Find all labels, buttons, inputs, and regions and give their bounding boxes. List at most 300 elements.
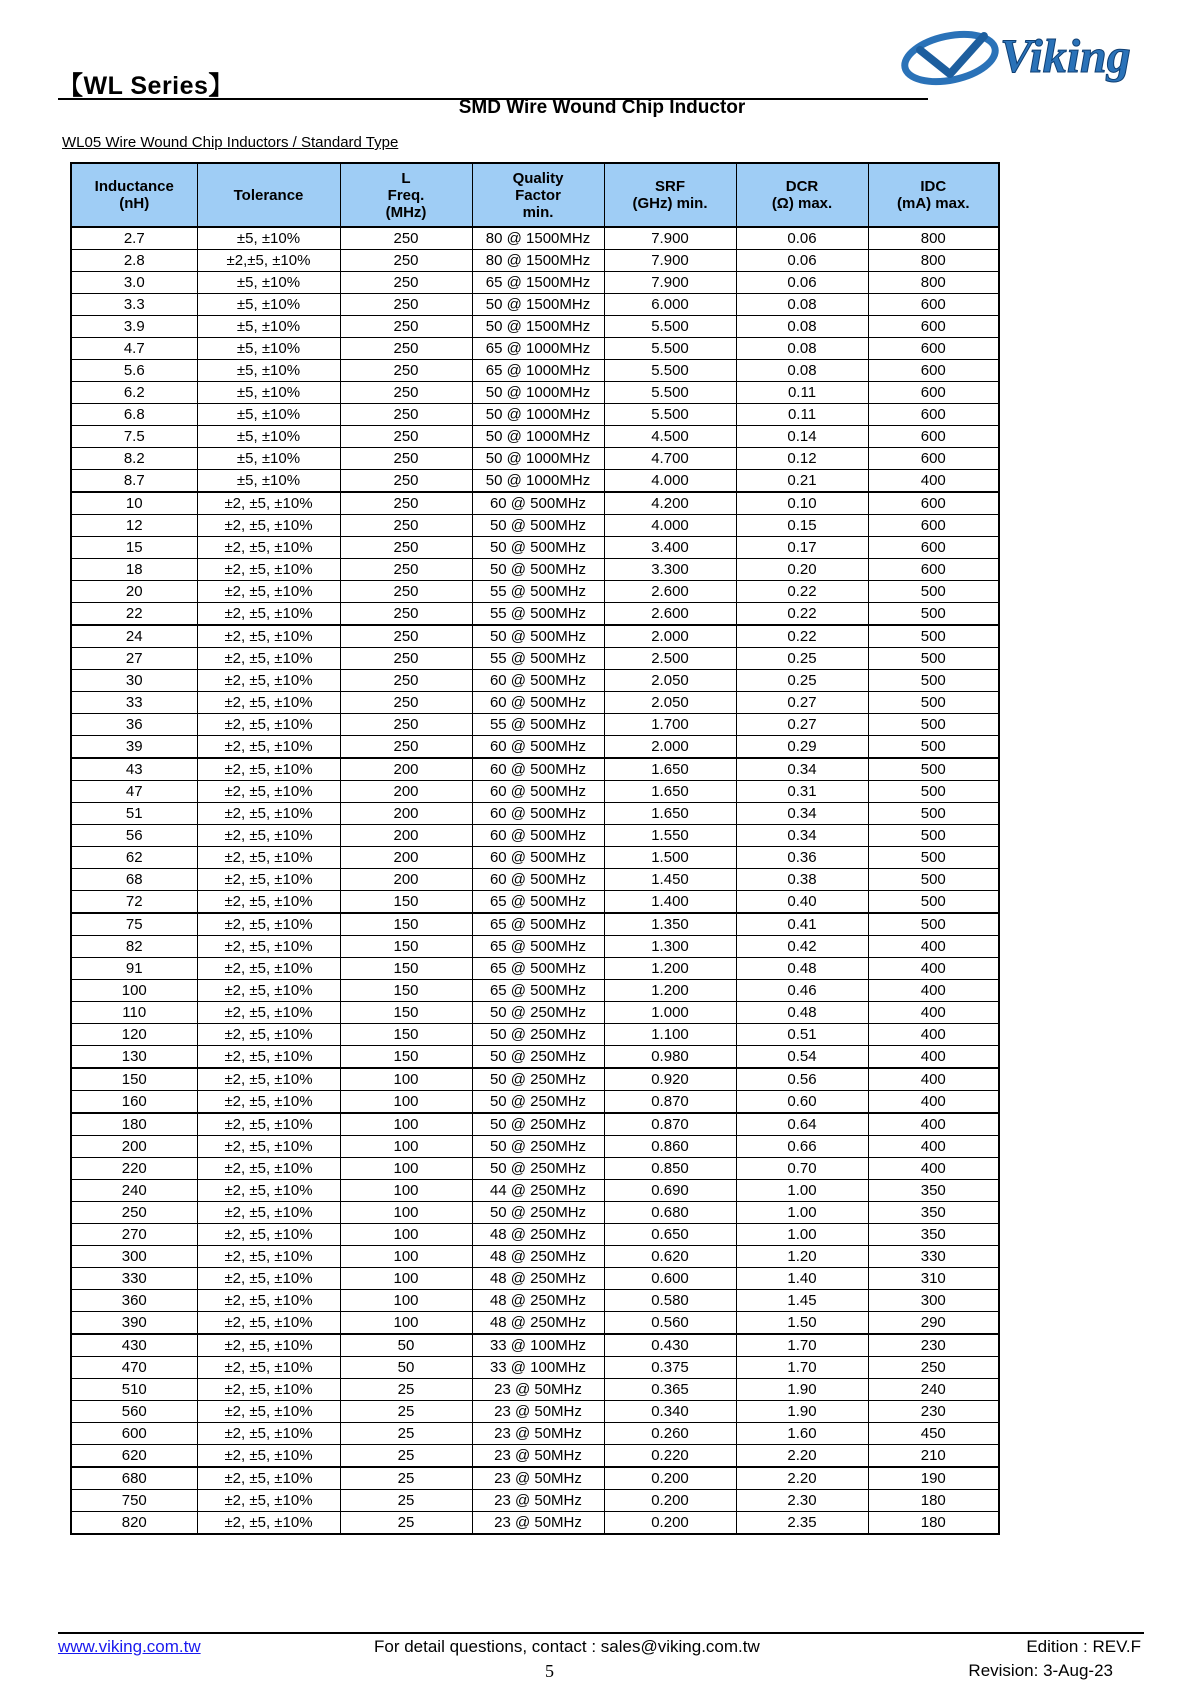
table-row [71, 1091, 999, 1114]
table-row [71, 360, 999, 382]
table-cell: 250 [340, 404, 472, 426]
table-cell: 350 [868, 1224, 999, 1246]
table-cell: 1.70 [736, 1357, 868, 1379]
table-row [71, 448, 999, 470]
table-cell: 50 @ 500MHz [472, 559, 604, 581]
table-cell: ±2, ±5, ±10% [197, 515, 340, 537]
table-cell: 0.22 [736, 603, 868, 626]
table-cell: ±5, ±10% [197, 294, 340, 316]
column-header-text: Inductance [94, 178, 174, 195]
table-cell: ±2, ±5, ±10% [197, 781, 340, 803]
table-cell: ±2, ±5, ±10% [197, 736, 340, 759]
table-row [71, 492, 999, 515]
table-cell: 50 @ 250MHz [472, 1046, 604, 1069]
table-cell: 0.600 [604, 1268, 736, 1290]
table-row [71, 1357, 999, 1379]
table-row [71, 869, 999, 891]
table-cell: 5.500 [604, 404, 736, 426]
table-row [71, 1445, 999, 1468]
table-cell: 350 [868, 1180, 999, 1202]
table-cell: ±2, ±5, ±10% [197, 714, 340, 736]
table-cell: 0.29 [736, 736, 868, 759]
table-cell: 400 [868, 1024, 999, 1046]
table-cell: 0.14 [736, 426, 868, 448]
table-row [71, 1290, 999, 1312]
table-cell: 50 @ 1000MHz [472, 448, 604, 470]
table-cell: ±2, ±5, ±10% [197, 1423, 340, 1445]
table-cell: ±2, ±5, ±10% [197, 492, 340, 515]
table-row [71, 625, 999, 648]
table-row [71, 670, 999, 692]
table-cell: ±2, ±5, ±10% [197, 913, 340, 936]
table-cell: 2.050 [604, 692, 736, 714]
table-cell: 0.340 [604, 1401, 736, 1423]
table-cell: 0.22 [736, 625, 868, 648]
table-cell: 100 [340, 1224, 472, 1246]
table-cell: 0.60 [736, 1091, 868, 1114]
table-cell: 1.60 [736, 1423, 868, 1445]
table-row [71, 980, 999, 1002]
table-cell: 3.0 [71, 272, 197, 294]
table-cell: 200 [340, 803, 472, 825]
table-cell: 0.220 [604, 1445, 736, 1468]
table-cell: 1.000 [604, 1002, 736, 1024]
column-header [604, 163, 736, 227]
table-cell: 50 [340, 1334, 472, 1357]
table-cell: 4.000 [604, 470, 736, 493]
table-cell: 2.20 [736, 1467, 868, 1490]
table-cell: 48 @ 250MHz [472, 1290, 604, 1312]
table-cell: 0.17 [736, 537, 868, 559]
table-cell: 150 [340, 891, 472, 914]
table-cell: ±2, ±5, ±10% [197, 980, 340, 1002]
table-cell: 150 [71, 1068, 197, 1091]
table-cell: 470 [71, 1357, 197, 1379]
table-cell: 0.27 [736, 692, 868, 714]
table-cell: 50 @ 250MHz [472, 1068, 604, 1091]
table-cell: 680 [71, 1467, 197, 1490]
table-cell: 47 [71, 781, 197, 803]
table-cell: 200 [340, 781, 472, 803]
table-row [71, 1002, 999, 1024]
table-cell: 55 @ 500MHz [472, 581, 604, 603]
table-cell: 25 [340, 1512, 472, 1535]
table-cell: 250 [340, 382, 472, 404]
table-cell: 250 [340, 448, 472, 470]
edition-text: Edition : REV.F [1026, 1637, 1141, 1656]
table-cell: 65 @ 500MHz [472, 891, 604, 914]
table-cell: 400 [868, 1046, 999, 1069]
table-cell: 2.8 [71, 250, 197, 272]
table-cell: 80 @ 1500MHz [472, 250, 604, 272]
table-row [71, 559, 999, 581]
table-cell: 50 @ 1000MHz [472, 426, 604, 448]
table-cell: ±2, ±5, ±10% [197, 1068, 340, 1091]
table-cell: 0.850 [604, 1158, 736, 1180]
table-cell: 250 [340, 360, 472, 382]
table-cell: ±2, ±5, ±10% [197, 803, 340, 825]
table-row [71, 316, 999, 338]
table-cell: 240 [868, 1379, 999, 1401]
table-row [71, 1401, 999, 1423]
table-cell: 50 @ 1500MHz [472, 294, 604, 316]
table-cell: 400 [868, 1068, 999, 1091]
table-cell: 25 [340, 1401, 472, 1423]
table-cell: 500 [868, 803, 999, 825]
table-cell: 250 [71, 1202, 197, 1224]
table-cell: 60 @ 500MHz [472, 847, 604, 869]
table-row [71, 1423, 999, 1445]
table-cell: ±2, ±5, ±10% [197, 1046, 340, 1069]
table-row [71, 250, 999, 272]
table-cell: ±2, ±5, ±10% [197, 1401, 340, 1423]
table-row [71, 847, 999, 869]
table-row [71, 758, 999, 781]
table-cell: 60 @ 500MHz [472, 492, 604, 515]
table-cell: 75 [71, 913, 197, 936]
table-cell: 0.12 [736, 448, 868, 470]
table-cell: 250 [340, 272, 472, 294]
table-cell: 2.000 [604, 736, 736, 759]
table-cell: 33 @ 100MHz [472, 1357, 604, 1379]
table-cell: 50 @ 500MHz [472, 537, 604, 559]
table-cell: ±2, ±5, ±10% [197, 1357, 340, 1379]
table-cell: 3.300 [604, 559, 736, 581]
table-cell: 300 [71, 1246, 197, 1268]
table-cell: 20 [71, 581, 197, 603]
table-cell: 0.41 [736, 913, 868, 936]
table-cell: 4.700 [604, 448, 736, 470]
table-cell: 0.34 [736, 758, 868, 781]
table-cell: 62 [71, 847, 197, 869]
table-cell: ±2, ±5, ±10% [197, 670, 340, 692]
table-cell: 3.3 [71, 294, 197, 316]
table-cell: ±2, ±5, ±10% [197, 1445, 340, 1468]
table-cell: 1.90 [736, 1379, 868, 1401]
table-cell: 0.34 [736, 825, 868, 847]
table-cell: 50 @ 250MHz [472, 1024, 604, 1046]
table-cell: 15 [71, 537, 197, 559]
table-cell: 1.90 [736, 1401, 868, 1423]
table-cell: 600 [868, 537, 999, 559]
table-row [71, 1334, 999, 1357]
table-cell: 0.920 [604, 1068, 736, 1091]
table-header-row [71, 163, 999, 227]
table-cell: 1.20 [736, 1246, 868, 1268]
table-cell: 200 [340, 847, 472, 869]
table-cell: 100 [340, 1180, 472, 1202]
table-cell: ±2, ±5, ±10% [197, 1202, 340, 1224]
table-cell: 400 [868, 1136, 999, 1158]
table-cell: 65 @ 1000MHz [472, 338, 604, 360]
table-cell: 150 [340, 936, 472, 958]
table-cell: 23 @ 50MHz [472, 1401, 604, 1423]
table-cell: 60 @ 500MHz [472, 758, 604, 781]
table-cell: 55 @ 500MHz [472, 648, 604, 670]
table-cell: 0.980 [604, 1046, 736, 1069]
table-cell: 2.35 [736, 1512, 868, 1535]
table-cell: 6.8 [71, 404, 197, 426]
table-cell: 4.000 [604, 515, 736, 537]
table-cell: ±2, ±5, ±10% [197, 1379, 340, 1401]
table-cell: 250 [340, 250, 472, 272]
revision-text: Revision: 3-Aug-23 [968, 1661, 1113, 1680]
table-cell: 0.54 [736, 1046, 868, 1069]
table-cell: 23 @ 50MHz [472, 1445, 604, 1468]
table-cell: 23 @ 50MHz [472, 1467, 604, 1490]
table-cell: 250 [340, 559, 472, 581]
table-cell: ±2, ±5, ±10% [197, 825, 340, 847]
table-cell: ±2, ±5, ±10% [197, 625, 340, 648]
table-cell: 0.200 [604, 1490, 736, 1512]
table-cell: ±2, ±5, ±10% [197, 891, 340, 914]
table-row [71, 1113, 999, 1136]
table-cell: 7.900 [604, 227, 736, 250]
table-cell: 2.050 [604, 670, 736, 692]
table-cell: 100 [340, 1268, 472, 1290]
contact-text: For detail questions, contact : sales@viking.com.tw [374, 1637, 760, 1656]
table-cell: 400 [868, 958, 999, 980]
table-cell: 0.64 [736, 1113, 868, 1136]
table-cell: ±2, ±5, ±10% [197, 847, 340, 869]
table-cell: 0.680 [604, 1202, 736, 1224]
table-cell: 400 [868, 980, 999, 1002]
table-row [71, 1246, 999, 1268]
table-cell: ±2, ±5, ±10% [197, 1024, 340, 1046]
column-header-text: DCR [785, 178, 819, 195]
table-cell: 0.25 [736, 648, 868, 670]
table-cell: 100 [340, 1158, 472, 1180]
table-cell: 25 [340, 1423, 472, 1445]
table-cell: 48 @ 250MHz [472, 1246, 604, 1268]
website-link[interactable]: www.viking.com.tw [58, 1637, 201, 1656]
table-cell: 0.200 [604, 1512, 736, 1535]
table-cell: 0.38 [736, 869, 868, 891]
table-cell: 150 [340, 1046, 472, 1069]
column-header-text: Freq. [387, 186, 425, 204]
table-cell: 250 [340, 338, 472, 360]
table-cell: 600 [868, 338, 999, 360]
table-cell: 25 [340, 1490, 472, 1512]
table-cell: 36 [71, 714, 197, 736]
table-cell: 2.600 [604, 603, 736, 626]
table-cell: ±2, ±5, ±10% [197, 1334, 340, 1357]
table-cell: 500 [868, 891, 999, 914]
table-cell: 500 [868, 581, 999, 603]
table-cell: 250 [868, 1357, 999, 1379]
table-cell: 3.400 [604, 537, 736, 559]
table-cell: 1.700 [604, 714, 736, 736]
table-row [71, 891, 999, 914]
table-cell: 100 [340, 1068, 472, 1091]
table-cell: ±5, ±10% [197, 360, 340, 382]
table-cell: 0.06 [736, 272, 868, 294]
table-cell: 180 [868, 1490, 999, 1512]
table-cell: 250 [340, 515, 472, 537]
table-cell: 0.21 [736, 470, 868, 493]
table-cell: 91 [71, 958, 197, 980]
column-header [472, 163, 604, 227]
table-cell: 500 [868, 736, 999, 759]
table-cell: ±2, ±5, ±10% [197, 1467, 340, 1490]
table-cell: 150 [340, 1024, 472, 1046]
table-cell: 1.650 [604, 781, 736, 803]
table-cell: 600 [868, 316, 999, 338]
table-cell: ±2, ±5, ±10% [197, 1002, 340, 1024]
table-cell: ±2, ±5, ±10% [197, 1268, 340, 1290]
table-cell: 0.375 [604, 1357, 736, 1379]
table-cell: 0.48 [736, 958, 868, 980]
table-cell: 180 [71, 1113, 197, 1136]
table-row [71, 648, 999, 670]
table-cell: 1.70 [736, 1334, 868, 1357]
table-cell: 43 [71, 758, 197, 781]
table-row [71, 227, 999, 250]
table-cell: 1.00 [736, 1202, 868, 1224]
table-cell: 250 [340, 603, 472, 626]
table-row [71, 294, 999, 316]
table-cell: 800 [868, 272, 999, 294]
table-cell: 30 [71, 670, 197, 692]
table-cell: 0.31 [736, 781, 868, 803]
table-cell: 60 @ 500MHz [472, 803, 604, 825]
viking-logo [898, 22, 1183, 92]
table-cell: 360 [71, 1290, 197, 1312]
column-header-text: Factor [515, 186, 561, 204]
table-cell: 50 @ 500MHz [472, 625, 604, 648]
table-row [71, 603, 999, 626]
table-cell: 60 @ 500MHz [472, 736, 604, 759]
document-title: SMD Wire Wound Chip Inductor [458, 97, 746, 118]
table-cell: 23 @ 50MHz [472, 1423, 604, 1445]
table-cell: 23 @ 50MHz [472, 1490, 604, 1512]
table-cell: 25 [340, 1379, 472, 1401]
table-cell: 60 @ 500MHz [472, 825, 604, 847]
footer-divider [58, 1632, 1144, 1634]
table-cell: 68 [71, 869, 197, 891]
table-cell: ±5, ±10% [197, 338, 340, 360]
column-header-text: (MHz) [385, 203, 427, 221]
table-cell: 0.260 [604, 1423, 736, 1445]
table-cell: 200 [340, 758, 472, 781]
table-cell: ±2, ±5, ±10% [197, 1091, 340, 1114]
table-cell: 0.08 [736, 316, 868, 338]
table-cell: 2.20 [736, 1445, 868, 1468]
table-cell: 56 [71, 825, 197, 847]
table-cell: 300 [868, 1290, 999, 1312]
table-cell: 110 [71, 1002, 197, 1024]
table-cell: 100 [340, 1091, 472, 1114]
table-cell: 44 @ 250MHz [472, 1180, 604, 1202]
table-cell: 600 [868, 294, 999, 316]
column-header-text: (Ω) max. [771, 195, 833, 212]
table-cell: 0.20 [736, 559, 868, 581]
table-cell: 48 @ 250MHz [472, 1268, 604, 1290]
table-row [71, 958, 999, 980]
table-cell: 400 [868, 470, 999, 493]
table-row [71, 426, 999, 448]
table-cell: 330 [71, 1268, 197, 1290]
table-cell: 7.900 [604, 272, 736, 294]
table-cell: 250 [340, 625, 472, 648]
table-cell: 1.45 [736, 1290, 868, 1312]
table-row [71, 1467, 999, 1490]
table-cell: 50 @ 250MHz [472, 1002, 604, 1024]
table-cell: 500 [868, 825, 999, 847]
table-row [71, 537, 999, 559]
table-cell: 50 @ 250MHz [472, 1158, 604, 1180]
table-cell: 250 [340, 648, 472, 670]
table-cell: 500 [868, 692, 999, 714]
table-cell: 100 [340, 1290, 472, 1312]
table-cell: 2.7 [71, 227, 197, 250]
column-header-text: (GHz) min. [632, 195, 708, 212]
table-cell: ±5, ±10% [197, 227, 340, 250]
column-header-text: SRF [655, 178, 685, 195]
table-cell: 210 [868, 1445, 999, 1468]
table-cell: 1.500 [604, 847, 736, 869]
table-cell: ±5, ±10% [197, 470, 340, 493]
table-cell: 500 [868, 913, 999, 936]
table-cell: 65 @ 500MHz [472, 936, 604, 958]
table-row [71, 1379, 999, 1401]
table-row [71, 913, 999, 936]
table-cell: 0.36 [736, 847, 868, 869]
table-cell: 150 [340, 913, 472, 936]
table-cell: 0.620 [604, 1246, 736, 1268]
table-cell: 290 [868, 1312, 999, 1335]
table-cell: 0.06 [736, 250, 868, 272]
table-cell: 600 [868, 382, 999, 404]
table-cell: 400 [868, 1002, 999, 1024]
table-cell: 0.56 [736, 1068, 868, 1091]
table-cell: 600 [868, 492, 999, 515]
table-cell: 130 [71, 1046, 197, 1069]
table-cell: 4.500 [604, 426, 736, 448]
table-cell: 500 [868, 869, 999, 891]
table-cell: 500 [868, 603, 999, 626]
table-cell: 250 [340, 581, 472, 603]
table-cell: ±2, ±5, ±10% [197, 1490, 340, 1512]
column-header [71, 163, 197, 227]
table-cell: 500 [868, 670, 999, 692]
table-cell: 0.46 [736, 980, 868, 1002]
table-cell: 22 [71, 603, 197, 626]
table-cell: 2.500 [604, 648, 736, 670]
table-cell: 250 [340, 736, 472, 759]
table-cell: 820 [71, 1512, 197, 1535]
table-cell: 65 @ 1000MHz [472, 360, 604, 382]
column-header-text: L [401, 169, 411, 187]
table-cell: 80 @ 1500MHz [472, 227, 604, 250]
table-row [71, 404, 999, 426]
table-cell: 6.000 [604, 294, 736, 316]
table-cell: 750 [71, 1490, 197, 1512]
table-row [71, 692, 999, 714]
table-row [71, 1024, 999, 1046]
table-cell: 510 [71, 1379, 197, 1401]
table-cell: 39 [71, 736, 197, 759]
table-cell: ±2, ±5, ±10% [197, 1512, 340, 1535]
table-cell: 18 [71, 559, 197, 581]
table-cell: 800 [868, 227, 999, 250]
table-cell: 55 @ 500MHz [472, 714, 604, 736]
table-row [71, 714, 999, 736]
table-row [71, 470, 999, 493]
table-cell: 200 [71, 1136, 197, 1158]
table-cell: 100 [340, 1113, 472, 1136]
table-cell: 240 [71, 1180, 197, 1202]
